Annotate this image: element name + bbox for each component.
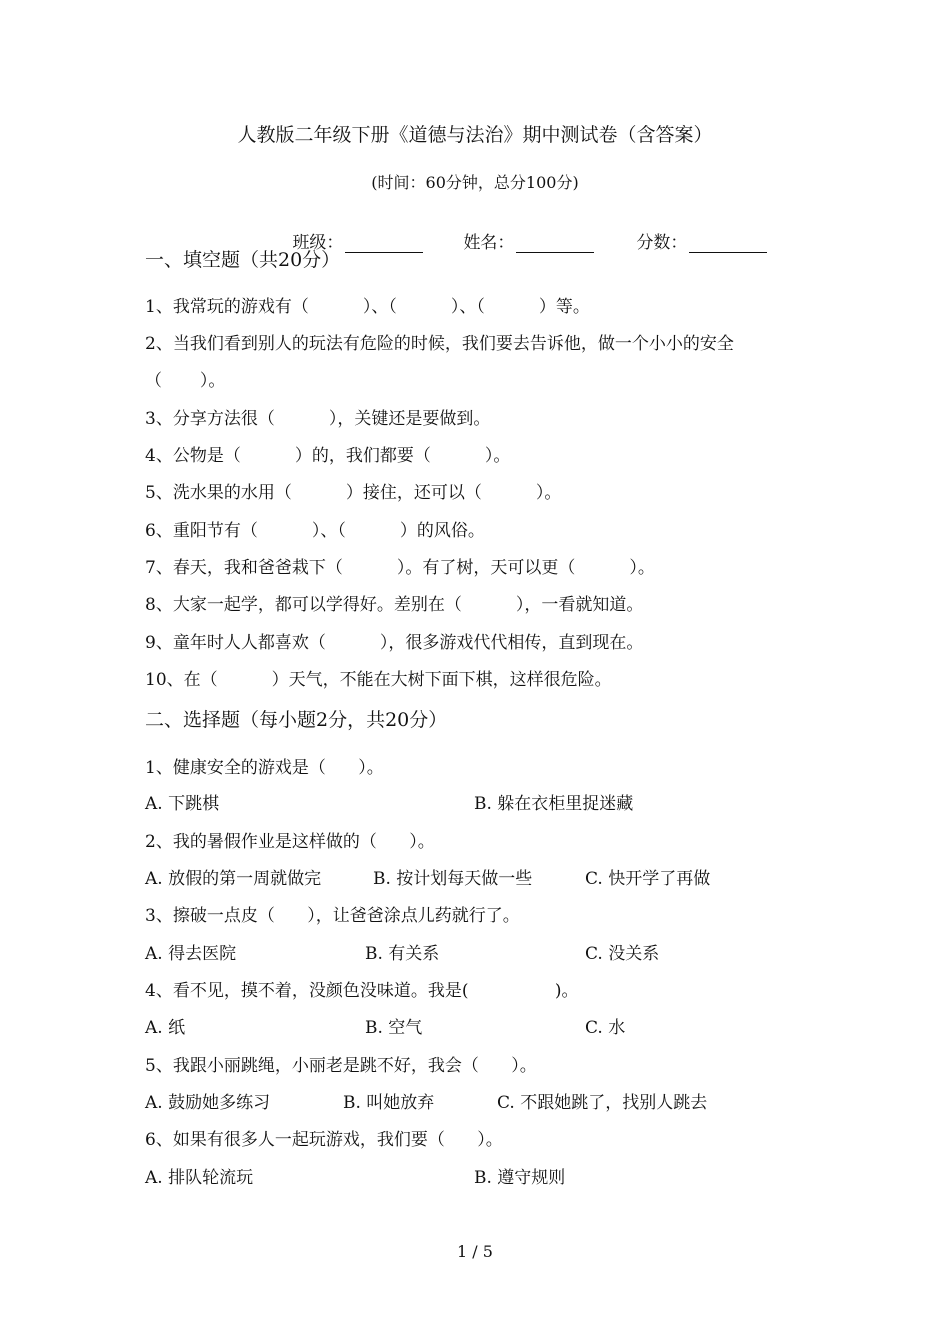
choice-q5-option-c[interactable]: C. 不跟她跳了，找别人跳去 <box>497 1093 708 1113</box>
name-blank[interactable] <box>516 234 594 253</box>
fill-item-4: 4、公物是（ ）的，我们都要（ ）。 <box>145 446 511 466</box>
choice-q3-option-b[interactable]: B. 有关系 <box>365 944 440 964</box>
fill-item-10: 10、在（ ）天气，不能在大树下面下棋，这样很危险。 <box>145 670 612 690</box>
fill-item-8: 8、大家一起学，都可以学得好。差别在（ ），一看就知道。 <box>145 595 644 615</box>
fill-item-3: 3、分享方法很（ ），关键还是要做到。 <box>145 409 491 429</box>
name-label: 姓名： <box>463 233 515 253</box>
choice-q5-stem: 5、我跟小丽跳绳，小丽老是跳不好，我会（ ）。 <box>145 1056 537 1076</box>
score-blank[interactable] <box>689 234 767 253</box>
student-info-row <box>0 208 950 253</box>
fill-item-9: 9、童年时人人都喜欢（ ），很多游戏代代相传，直到现在。 <box>145 633 644 653</box>
name-field <box>431 208 594 273</box>
choice-q6-option-b[interactable]: B. 遵守规则 <box>474 1168 566 1188</box>
choice-q5-option-b[interactable]: B. 叫她放弃 <box>343 1093 435 1113</box>
choice-q3-option-c[interactable]: C. 没关系 <box>585 944 660 964</box>
choice-q4-option-c[interactable]: C. 水 <box>585 1018 626 1038</box>
choice-q4-stem: 4、看不见，摸不着，没颜色没味道。我是( )。 <box>145 981 579 1001</box>
choice-q1-stem: 1、健康安全的游戏是（ ）。 <box>145 758 384 778</box>
choice-q2-stem: 2、我的暑假作业是这样做的（ ）。 <box>145 832 435 852</box>
choice-q3-stem: 3、擦破一点皮（ ），让爸爸涂点儿药就行了。 <box>145 906 520 926</box>
fill-item-5: 5、洗水果的水用（ ）接住，还可以（ ）。 <box>145 483 562 503</box>
choice-q6-option-a[interactable]: A. 排队轮流玩 <box>145 1168 254 1188</box>
page-subtitle: (时间：60分钟，总分100分) <box>371 173 579 192</box>
choice-q4-option-b[interactable]: B. 空气 <box>365 1018 423 1038</box>
class-label: 班级： <box>292 233 344 253</box>
section1-heading: 一、填空题（共20分） <box>145 249 341 271</box>
choice-q2-option-c[interactable]: C. 快开学了再做 <box>585 869 711 889</box>
choice-q4-option-a[interactable]: A. 纸 <box>145 1018 186 1038</box>
fill-item-2: 2、当我们看到别人的玩法有危险的时候，我们要去告诉他，做一个小小的安全 <box>145 334 734 354</box>
choice-q2-option-a[interactable]: A. 放假的第一周就做完 <box>145 869 322 889</box>
choice-q1-option-b[interactable]: B. 躲在衣柜里捉迷藏 <box>474 794 634 814</box>
choice-q2-option-b[interactable]: B. 按计划每天做一些 <box>373 869 533 889</box>
choice-q6-stem: 6、如果有很多人一起玩游戏，我们要（ ）。 <box>145 1130 503 1150</box>
choice-q3-option-a[interactable]: A. 得去医院 <box>145 944 237 964</box>
choice-q5-option-a[interactable]: A. 鼓励她多练习 <box>145 1093 271 1113</box>
page-title: 人教版二年级下册《道德与法治》期中测试卷（含答案） <box>237 124 713 146</box>
score-field <box>604 208 767 273</box>
choice-q1-option-a[interactable]: A. 下跳棋 <box>145 794 220 814</box>
fill-item-6: 6、重阳节有（ ）、（ ）的风俗。 <box>145 521 485 541</box>
section2-heading: 二、选择题（每小题2分，共20分） <box>145 709 448 731</box>
score-label: 分数： <box>636 233 688 253</box>
fill-item-1: 1、我常玩的游戏有（ ）、（ ）、（ ）等。 <box>145 297 590 317</box>
fill-item-7: 7、春天，我和爸爸栽下（ ）。有了树，天可以更（ ）。 <box>145 558 655 578</box>
fill-item-2-cont: （ ）。 <box>145 371 226 391</box>
class-blank[interactable] <box>345 234 423 253</box>
page-number: 1 / 5 <box>457 1242 493 1261</box>
